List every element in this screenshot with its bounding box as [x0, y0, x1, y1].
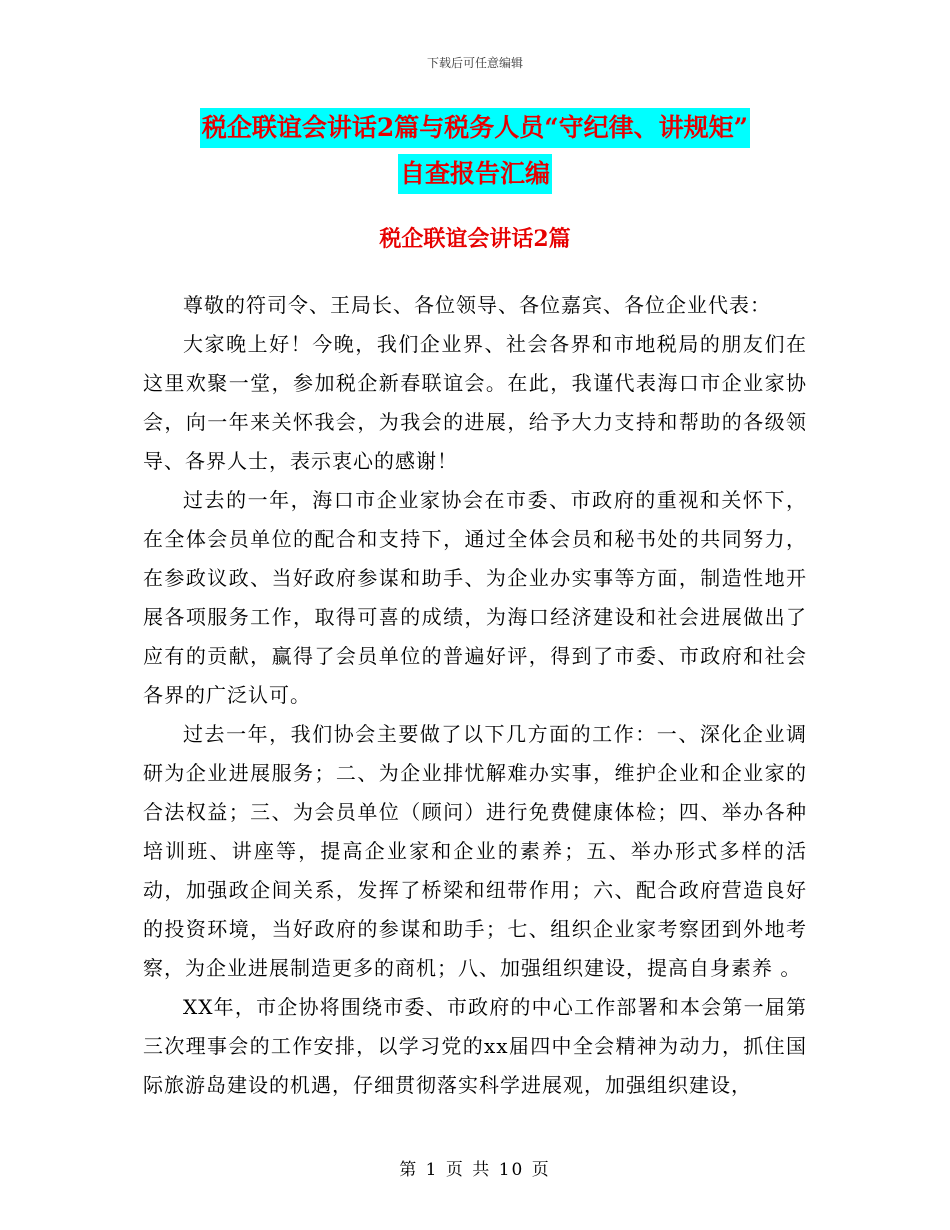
section-subtitle: 税企联谊会讲话2篇 [379, 226, 571, 252]
page-number: 第 1 页 共 10 页 [399, 1160, 551, 1180]
title-line-1: 税企联谊会讲话2篇与税务人员“守纪律、讲规矩” [200, 108, 750, 148]
document-title [0, 108, 950, 194]
paragraph: 大家晚上好！今晚，我们企业界、社会各界和市地税局的朋友们在这里欢聚一堂，参加税企新春联谊会。在此，我谨代表海口市企业家协会，向一年来关怀我会，为我会的进展，给予大力支持和帮助的各级领导、各界人士，表示衷心的感谢！ [143, 332, 807, 473]
paragraph: 过去一年，我们协会主要做了以下几方面的工作：一、深化企业调研为企业进展服务；二、为企业排忧解难办实事，维护企业和企业家的合法权益；三、为会员单位（顾问）进行免费健康体检；四、举办各种培训班、讲座等，提高企业家和企业的素养；五、举办形式多样的活动，加强政企间关系，发挥了桥梁和纽带作用；六、配合政府营造良好的投资环境，当好政府的参谋和助手；七、组织企业家考察团到外地考察，为企业进展制造更多的商机；八、加强组织建设，提高自身素养 。 [143, 722, 807, 980]
title-line-2: 自查报告汇编 [398, 154, 552, 194]
header-note: 下载后可任意编辑 [426, 56, 523, 70]
paragraph: 过去的一年，海口市企业家协会在市委、市政府的重视和关怀下，在全体会员单位的配合和支持下，通过全体会员和秘书处的共同努力，在参政议政、当好政府参谋和助手、为企业办实事等方面，制造性地开展各项服务工作，取得可喜的成绩，为海口经济建设和社会进展做出了应有的贡献，赢得了会员单位的普遍好评，得到了市委、市政府和社会各界的广泛认可。 [143, 488, 807, 707]
paragraph-salutation: 尊敬的符司令、王局长、各位领导、各位嘉宾、各位企业代表： [183, 293, 771, 317]
body-text [143, 286, 807, 1105]
paragraph: XX年，市企协将围绕市委、市政府的中心工作部署和本会第一届第三次理事会的工作安排，以学习党的xx届四中全会精神为动力，抓住国际旅游岛建设的机遇，仔细贯彻落实科学进展观，加强组织建设， [143, 995, 807, 1097]
